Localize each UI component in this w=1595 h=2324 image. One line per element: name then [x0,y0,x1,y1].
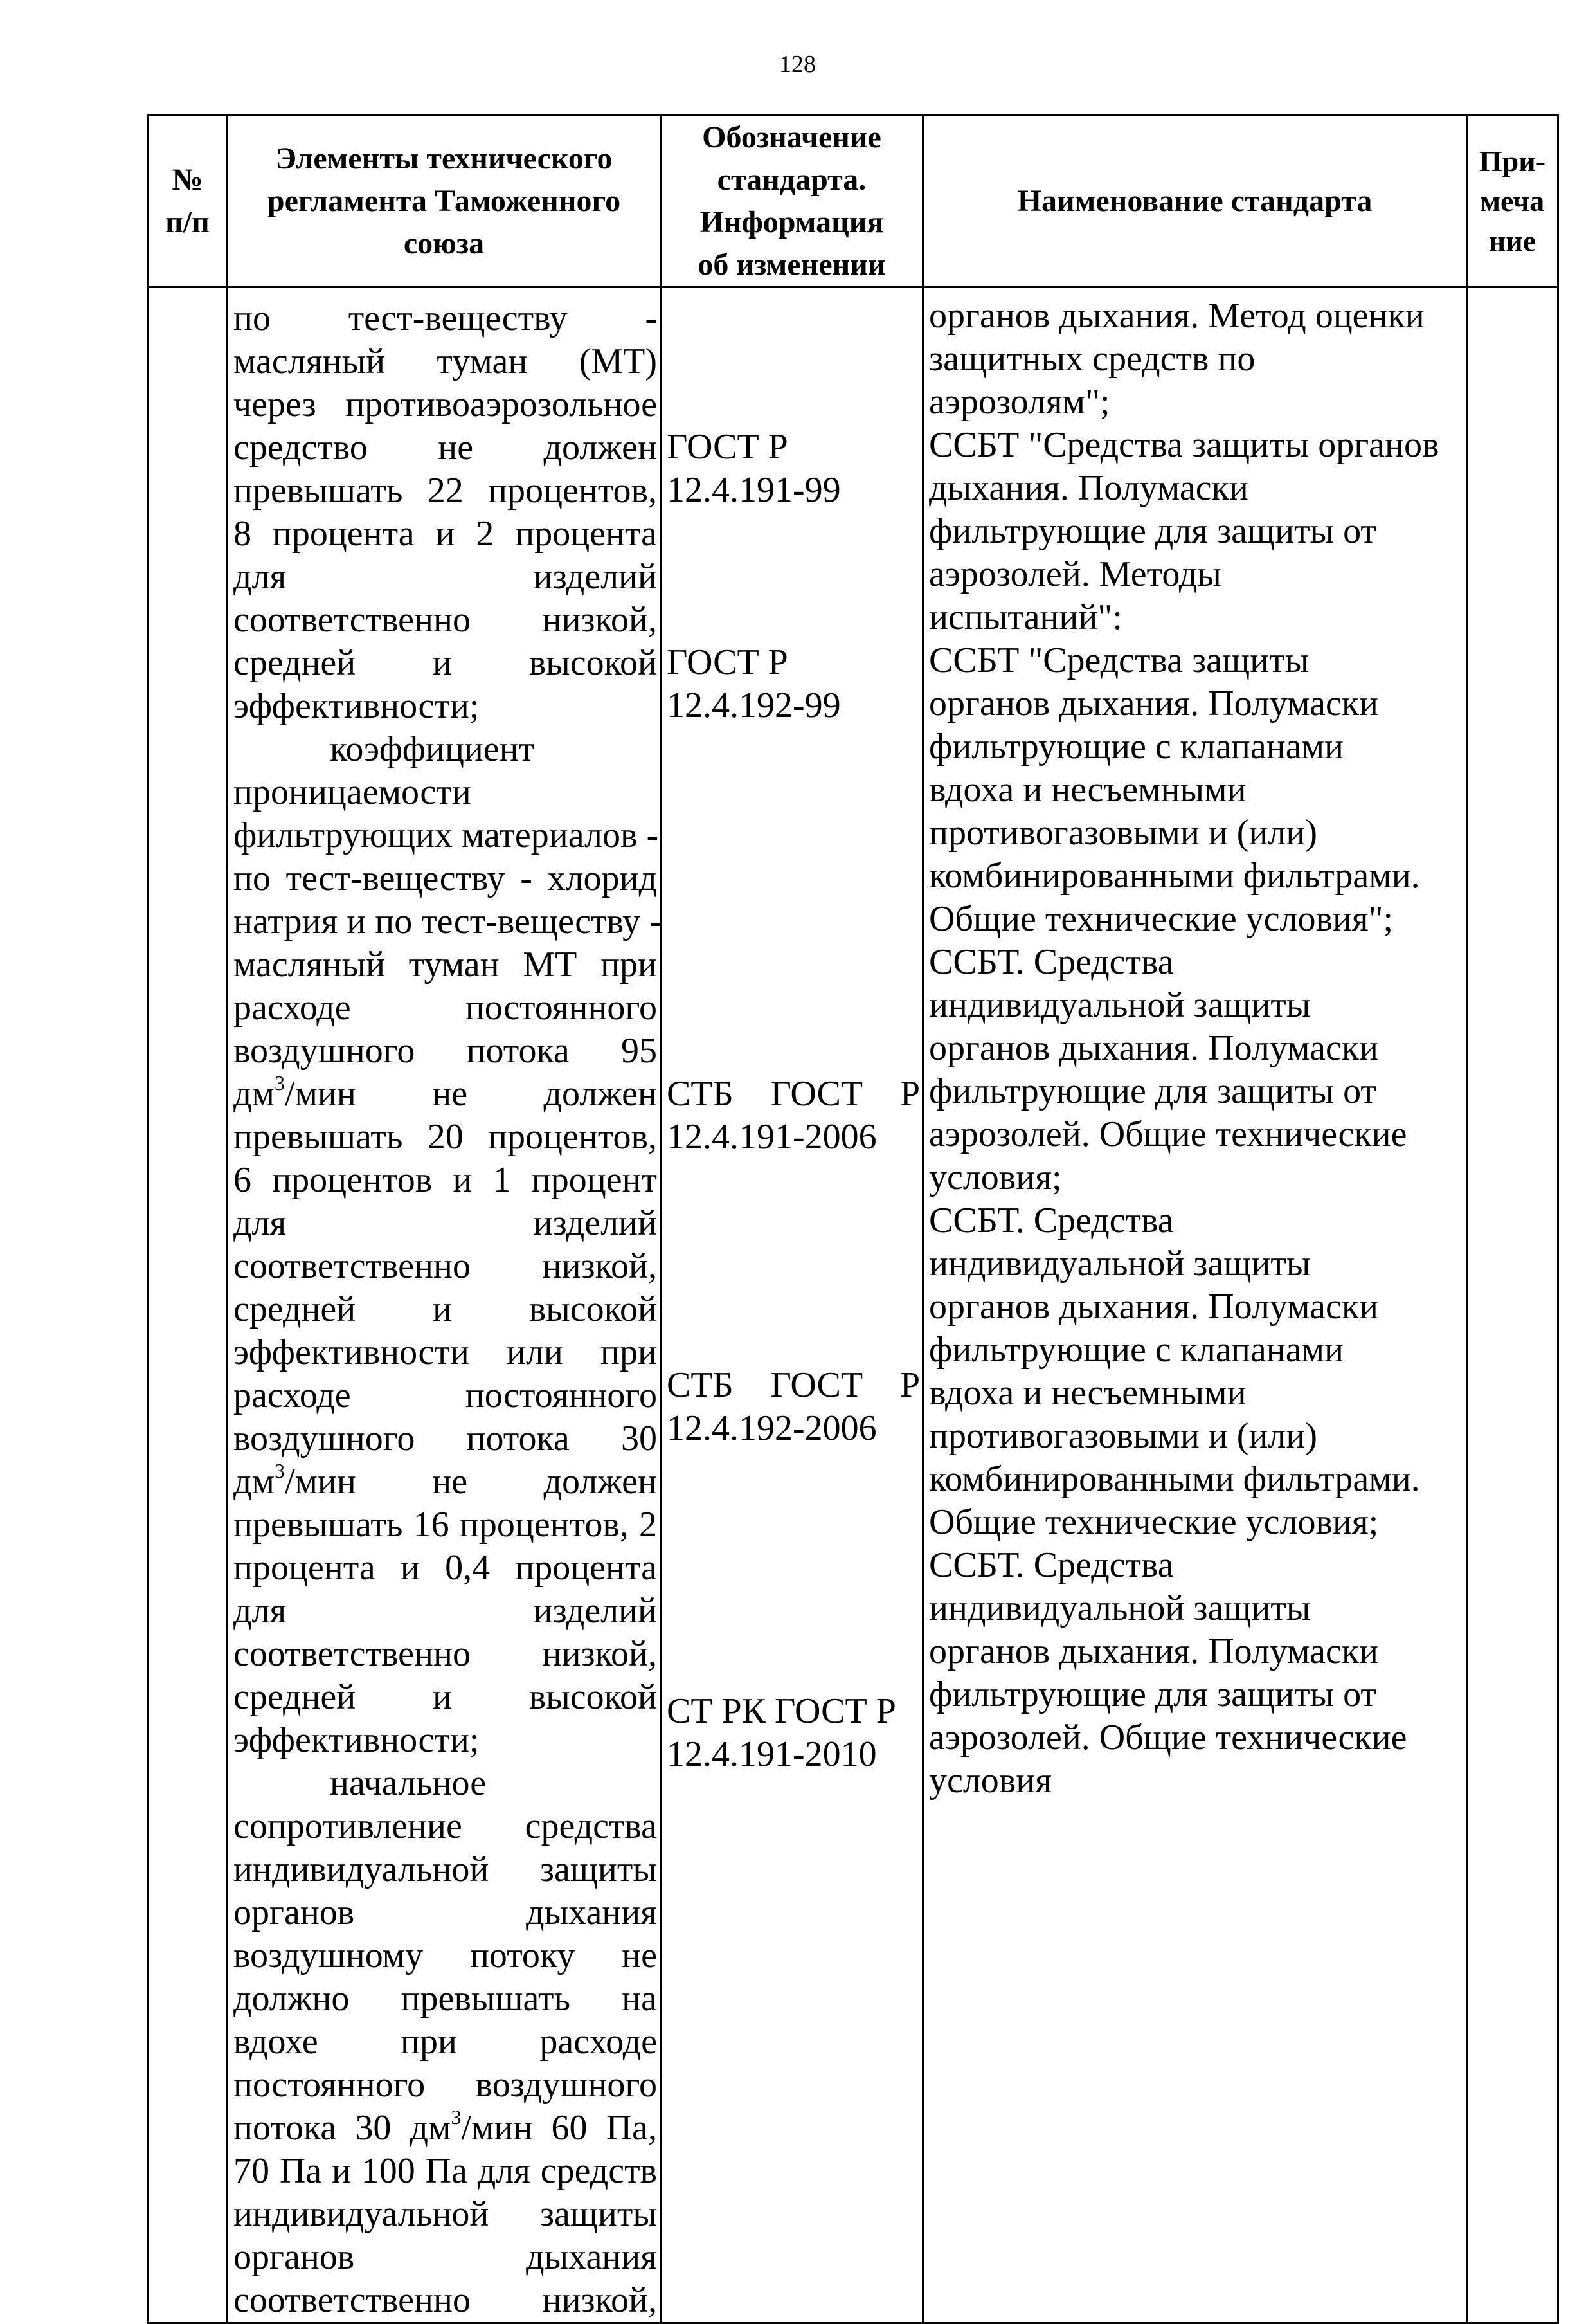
header-designation-line: Обозначение [702,120,881,154]
elements-line: средней и высокой [233,1289,657,1329]
cell-num [148,287,228,2323]
elements-line: масляный туман МТ при [233,945,657,985]
elements-line: по тест-веществу - [233,298,657,338]
standard-name-line: комбинированными фильтрами. [929,1459,1420,1499]
elements-line: натрия и по тест-веществу - [233,902,662,941]
standard-name-line: фильтрующие с клапанами [929,1330,1344,1370]
elements-line: фильтрующих материалов - [233,815,659,855]
cell-standard-names [923,287,1467,2323]
elements-line: индивидуальной защиты [233,1849,657,1889]
elements-line: превышать 22 процентов, [233,471,657,511]
elements-line: воздушного потока 95 [233,1031,657,1071]
cell-note [1467,287,1558,2323]
standard-name-line: комбинированными фильтрами. [929,856,1420,896]
header-name-text: Наименование стандарта [1017,184,1373,218]
header-designation [661,116,923,287]
elements-line [233,1073,657,1116]
elements-line: превышать 16 процентов, 2 [233,1505,657,1545]
text-fragment: /мин не должен [284,1462,657,1502]
elements-line [233,1460,657,1503]
standard-name-line: Общие технические условия"; [929,899,1394,939]
standard-code: СТБ ГОСТ Р [667,1074,920,1114]
header-note-line: При- [1479,145,1546,177]
standard-name-line: фильтрующие для защиты от [929,511,1376,551]
standard-name-line: индивидуальной защиты [929,1588,1311,1628]
header-designation-line: Информация [699,205,884,239]
header-note [1467,116,1558,287]
standard-designation [667,1690,920,1776]
elements-line: 8 процента и 2 процента [233,514,657,554]
elements-line: соответственно низкой, [233,600,657,640]
elements-line: постоянного воздушного [233,2065,657,2105]
standard-name-line: условия [929,1761,1052,1801]
page-number: 128 [779,51,816,78]
elements-line: расходе постоянного [233,988,657,1028]
standard-code: ГОСТ Р [667,642,788,682]
standard-name-line: защитных средств по [929,339,1256,379]
elements-line: проницаемости [233,772,471,812]
elements-line: для изделий [233,1591,657,1631]
standard-name-line: противогазовыми и (или) [929,1416,1317,1456]
elements-line: соответственно низкой, [233,2280,657,2320]
elements-line: масляный туман (МТ) [233,341,657,381]
elements-line: органов дыхания [233,2237,657,2277]
standard-number: 12.4.191-99 [667,470,841,510]
header-note-line: ние [1488,224,1536,257]
standard-name-line: индивидуальной защиты [929,1244,1311,1284]
elements-line: по тест-веществу - хлорид [233,858,657,898]
standard-name-line: ССБТ. Средства [929,942,1174,982]
standard-code: СТБ ГОСТ Р [667,1365,920,1405]
cell-elements [228,287,661,2323]
standard-name-line: фильтрующие для защиты от [929,1071,1376,1111]
header-num [148,116,228,287]
standard-name-line: индивидуальной защиты [929,985,1311,1025]
elements-line: превышать 20 процентов, [233,1117,657,1157]
standard-code: СТ РК ГОСТ Р [667,1691,896,1731]
header-designation-line: об изменении [698,248,886,282]
elements-line: средней и высокой [233,1677,657,1717]
standard-number: 12.4.191-2006 [667,1117,877,1157]
standard-name-line: ССБТ. Средства [929,1545,1174,1585]
elements-line: средство не должен [233,428,657,468]
header-note-line: меча [1480,185,1545,217]
standard-name-line: ССБТ "Средства защиты органов [929,425,1439,465]
header-num-line: п/п [165,205,210,239]
elements-line: для изделий [233,1203,657,1243]
elements-line: коэффициент [330,729,535,769]
elements-line: эффективности; [233,1720,480,1760]
standard-name-line: испытаний": [929,597,1122,637]
superscript: 3 [451,2105,462,2129]
elements-line: средней и высокой [233,643,657,683]
text-fragment: дм [233,1074,275,1114]
elements-line: органов дыхания [233,1893,657,1932]
elements-line: соответственно низкой, [233,1634,657,1674]
standard-number: 12.4.192-2006 [667,1408,877,1448]
standard-name-line: аэрозолей. Методы [929,554,1221,594]
standard-name-line: Общие технические условия; [929,1502,1379,1542]
elements-line: воздушного потока 30 [233,1419,657,1458]
standard-name-line: органов дыхания. Метод оценки [929,296,1425,336]
elements-line: расходе постоянного [233,1375,657,1415]
elements-line: эффективности; [233,686,480,726]
text-fragment: дм [233,1462,275,1502]
elements-line: через противоаэрозольное [233,385,657,424]
standard-name-line: ССБТ "Средства защиты [929,640,1310,680]
standard-name-line: дыхания. Полумаски [929,468,1248,508]
standard-code: ГОСТ Р [667,427,788,467]
elements-line: процента и 0,4 процента [233,1548,657,1588]
standards-table [147,114,1559,2324]
elements-line: должно превышать на [233,1979,657,2019]
standard-name-line: ССБТ. Средства [929,1201,1174,1240]
standard-name-line: органов дыхания. Полумаски [929,684,1379,723]
elements-line: эффективности или при [233,1332,657,1372]
table-row [148,287,1558,2323]
cell-designation [661,287,923,2323]
elements-line [233,2107,657,2150]
standard-name-line: аэрозолей. Общие технические [929,1718,1407,1757]
header-name [923,116,1467,287]
standard-name-line: вдоха и несъемными [929,1373,1247,1413]
standard-designation [667,1073,920,1159]
standard-name-line: фильтрующие с клапанами [929,727,1344,767]
elements-line: 70 Па и 100 Па для средств [233,2151,657,2191]
elements-line: для изделий [233,557,657,597]
text-fragment: /мин 60 Па, [461,2108,657,2148]
standard-name-line: аэрозолям"; [929,382,1110,422]
standard-designation [667,1364,920,1450]
header-designation-line: стандарта. [717,163,867,197]
elements-line: соответственно низкой, [233,1246,657,1286]
elements-line: индивидуальной защиты [233,2194,657,2234]
standard-name-line: аэрозолей. Общие технические [929,1114,1407,1154]
standard-number: 12.4.191-2010 [667,1734,877,1774]
table-header [148,116,1558,287]
standard-name-line: противогазовыми и (или) [929,813,1317,853]
elements-line: 6 процентов и 1 процент [233,1160,657,1200]
superscript: 3 [274,1459,285,1482]
standard-number: 12.4.192-99 [667,685,841,725]
superscript: 3 [274,1071,285,1094]
header-elements [228,116,661,287]
text-fragment: потока 30 дм [233,2108,451,2148]
header-elements-line: Элементы технического [275,141,613,176]
standard-name-line: вдоха и несъемными [929,770,1247,810]
elements-line: начальное [330,1763,487,1803]
elements-line: сопротивление средства [233,1806,657,1846]
standard-name-line: условия; [929,1157,1062,1197]
standard-name-line: органов дыхания. Полумаски [929,1287,1379,1327]
elements-line: вдохе при расходе [233,2022,657,2062]
header-num-line: № [172,163,203,197]
elements-line: воздушному потоку не [233,1936,657,1975]
standard-designation [667,426,920,512]
standard-name-line: органов дыхания. Полумаски [929,1631,1379,1671]
header-elements-line: регламента Таможенного [267,184,621,218]
header-elements-line: союза [403,226,485,260]
text-fragment: /мин не должен [284,1074,657,1114]
standard-name-line: органов дыхания. Полумаски [929,1028,1379,1068]
standard-designation [667,641,920,727]
standard-name-line: фильтрующие для защиты от [929,1675,1376,1714]
